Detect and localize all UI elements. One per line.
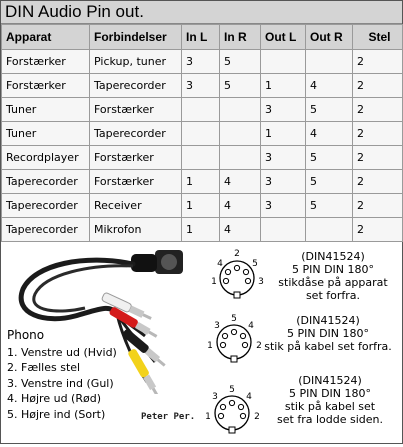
cell-in-l: 3 [182, 50, 220, 74]
cell-stel: 2 [353, 194, 403, 218]
cell-out-l: 3 [261, 170, 306, 194]
pin-label: 1 [207, 341, 213, 351]
pin-label: 3 [258, 277, 264, 287]
pin-label: 5 [229, 385, 235, 395]
pin-label: 3 [212, 392, 218, 402]
phono-title: Phono [7, 328, 45, 342]
cell-apparat: Recordplayer [2, 146, 90, 170]
phono-item: 2. Fælles stel [7, 361, 81, 374]
cell-forbindelser: Forstærker [90, 146, 182, 170]
phono-item: 1. Venstre ud (Hvid) [7, 345, 117, 359]
cell-forbindelser: Taperecorder [90, 74, 182, 98]
author-signature: Peter Per. [141, 412, 196, 422]
cell-stel: 2 [353, 170, 403, 194]
connector-desc: stik på kabel set [284, 400, 376, 413]
cell-out-l: 1 [261, 74, 306, 98]
phono-item: 5. Højre ind (Sort) [7, 407, 106, 421]
col-header-stel: Stel [353, 25, 403, 50]
cell-in-r: 5 [220, 74, 261, 98]
cell-in-l: 1 [182, 194, 220, 218]
page-title: DIN Audio Pin out. [1, 1, 402, 24]
pin-label: 2 [234, 249, 240, 259]
connector-type: 5 PIN DIN 180° [288, 387, 372, 400]
cell-out-l: 3 [261, 146, 306, 170]
cell-in-l: 1 [182, 218, 220, 242]
cell-in-r [220, 122, 261, 146]
cell-forbindelser: Forstærker [90, 170, 182, 194]
cell-forbindelser: Forstærker [90, 98, 182, 122]
connector-type: 5 PIN DIN 180° [286, 327, 370, 340]
cell-apparat: Forstærker [2, 74, 90, 98]
table-row [2, 122, 403, 146]
pin-label: 5 [252, 259, 258, 269]
cell-in-r: 4 [220, 218, 261, 242]
connector-desc: stikdåse på apparat [278, 276, 388, 289]
connector-spec-2 [253, 314, 403, 353]
table-row [2, 218, 403, 242]
cell-out-r: 5 [306, 98, 353, 122]
cell-in-l [182, 146, 220, 170]
cell-in-l: 3 [182, 74, 220, 98]
cell-apparat: Taperecorder [2, 218, 90, 242]
pin-label: 1 [205, 412, 211, 422]
cell-forbindelser: Taperecorder [90, 122, 182, 146]
cell-out-l: 3 [261, 194, 306, 218]
pin-label: 2 [256, 341, 262, 351]
connector-spec-1 [267, 250, 399, 302]
connector-standard: (DIN41524) [296, 314, 360, 327]
din-plug-icon [131, 250, 183, 274]
diagram-area [1, 242, 402, 447]
pin-label: 2 [254, 412, 260, 422]
din-socket-front-icon [207, 248, 267, 304]
pin-label: 4 [246, 392, 252, 402]
cell-apparat: Taperecorder [2, 194, 90, 218]
cell-stel: 2 [353, 218, 403, 242]
cell-in-r: 4 [220, 170, 261, 194]
cell-out-r [306, 218, 353, 242]
table-row [2, 98, 403, 122]
cell-apparat: Forstærker [2, 50, 90, 74]
pin-label: 4 [217, 259, 223, 269]
cell-apparat: Taperecorder [2, 170, 90, 194]
cell-out-r: 4 [306, 74, 353, 98]
table-row [2, 194, 403, 218]
pin-label: 4 [248, 321, 254, 331]
connector-spec-3 [263, 374, 397, 426]
table-row [2, 146, 403, 170]
table-header-row [2, 25, 403, 50]
cell-in-r: 5 [220, 50, 261, 74]
pin-label: 1 [211, 277, 217, 287]
pin-label: 5 [231, 314, 237, 324]
connector-desc: stik på kabel set forfra. [264, 340, 392, 353]
cell-out-r [306, 50, 353, 74]
cell-in-l [182, 122, 220, 146]
col-header-in-l: In L [182, 25, 220, 50]
cell-out-l: 3 [261, 98, 306, 122]
cell-out-r: 5 [306, 194, 353, 218]
table-row [2, 50, 403, 74]
col-header-out-r: Out R [306, 25, 353, 50]
cell-out-r: 5 [306, 170, 353, 194]
connector-desc: set forfra. [305, 289, 361, 302]
cell-out-r: 4 [306, 122, 353, 146]
connector-type: 5 PIN DIN 180° [291, 263, 375, 276]
pin-label: 3 [214, 321, 220, 331]
cell-out-l [261, 50, 306, 74]
cell-in-r: 4 [220, 194, 261, 218]
cell-in-r [220, 98, 261, 122]
cell-out-r: 5 [306, 146, 353, 170]
din-plug-solder-side-icon [201, 382, 263, 440]
cell-forbindelser: Mikrofon [90, 218, 182, 242]
phono-legend [7, 328, 117, 422]
cell-in-l [182, 98, 220, 122]
phono-item: 4. Højre ud (Rød) [7, 392, 101, 405]
cell-stel: 2 [353, 50, 403, 74]
table-row [2, 170, 403, 194]
cell-forbindelser: Pickup, tuner [90, 50, 182, 74]
cell-in-r [220, 146, 261, 170]
cell-stel: 2 [353, 122, 403, 146]
col-header-out-l: Out L [261, 25, 306, 50]
cell-out-l: 1 [261, 122, 306, 146]
table-row [2, 74, 403, 98]
cell-apparat: Tuner [2, 122, 90, 146]
cell-forbindelser: Receiver [90, 194, 182, 218]
cell-apparat: Tuner [2, 98, 90, 122]
phono-item: 3. Venstre ind (Gul) [7, 376, 114, 390]
cell-stel: 2 [353, 98, 403, 122]
cell-in-l: 1 [182, 170, 220, 194]
connector-standard: (DIN41524) [298, 374, 362, 387]
col-header-forbindelser: Forbindelser [90, 25, 182, 50]
pinout-table [1, 24, 403, 242]
connector-desc: set fra lodde siden. [277, 413, 383, 426]
col-header-apparat: Apparat [2, 25, 90, 50]
cell-out-l [261, 218, 306, 242]
connector-standard: (DIN41524) [301, 250, 365, 263]
col-header-in-r: In R [220, 25, 261, 50]
cell-stel: 2 [353, 146, 403, 170]
cell-stel: 2 [353, 74, 403, 98]
